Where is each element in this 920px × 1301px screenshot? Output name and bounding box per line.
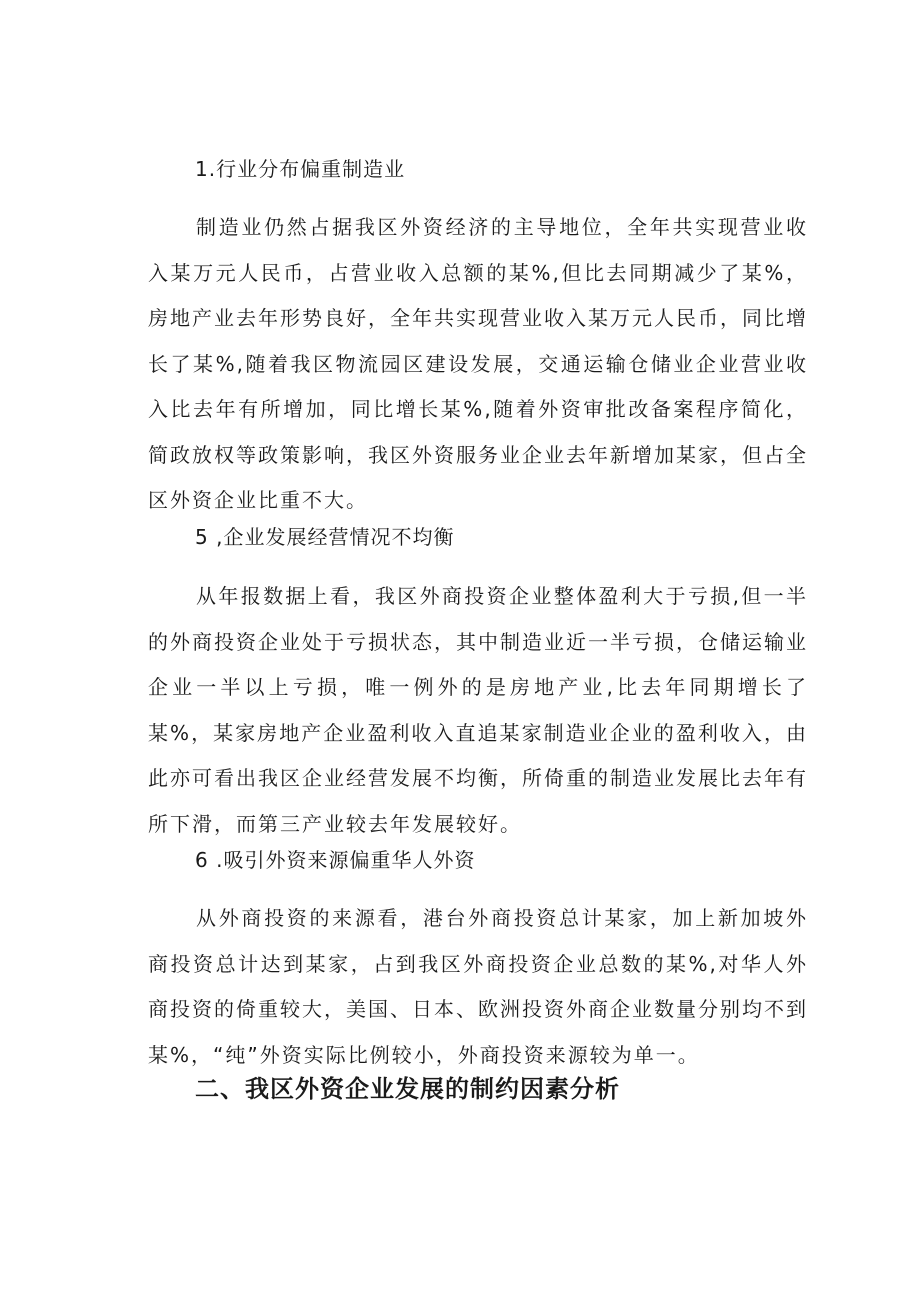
heading-industry-distribution: 1.行业分布偏重制造业: [195, 157, 406, 181]
paragraph-manufacturing: 制造业仍然占据我区外资经济的主导地位，全年共实现营业收入某万元人民币，占营业收入总额的某%,但比去同期减少了某%，房地产业去年形势良好，全年共实现营业收入某万元人民币，同比增长了某%,随着我区物流园区建设发展，交通运输仓储业企业营业收入比去年有所增加，同比增长某%,随着外资审批改备案程序简化，简政放权等政策影响，我区外资服务业企业去年新增加某家，但占全区外资企业比重不大。: [148, 215, 808, 512]
paragraph-investment-source: 从外商投资的来源看，港台外商投资总计某家，加上新加坡外商投资总计达到某家，占到我区外商投资企业总数的某%,对华人外商投资的倚重较大，美国、日本、欧洲投资外商企业数量分别均不到某%，“纯”外资实际比例较小，外商投资来源较为单一。: [148, 906, 808, 1067]
heading-uneven-development: 5 ,企业发展经营情况不均衡: [195, 525, 455, 549]
section-title-constraints: 二、我区外资企业发展的制约因素分析: [195, 1075, 620, 1103]
heading-investment-source: 6 .吸引外资来源偏重华人外资: [195, 848, 476, 872]
paragraph-annual-report: 从年报数据上看，我区外商投资企业整体盈利大于亏损,但一半的外商投资企业处于亏损状态，其中制造业近一半亏损，仓储运输业企业一半以上亏损，唯一例外的是房地产业,比去年同期增长了某%，某家房地产企业盈利收入直追某家制造业企业的盈利收入，由此亦可看出我区企业经营发展不均衡，所倚重的制造业发展比去年有所下滑，而第三产业较去年发展较好。: [148, 584, 808, 836]
